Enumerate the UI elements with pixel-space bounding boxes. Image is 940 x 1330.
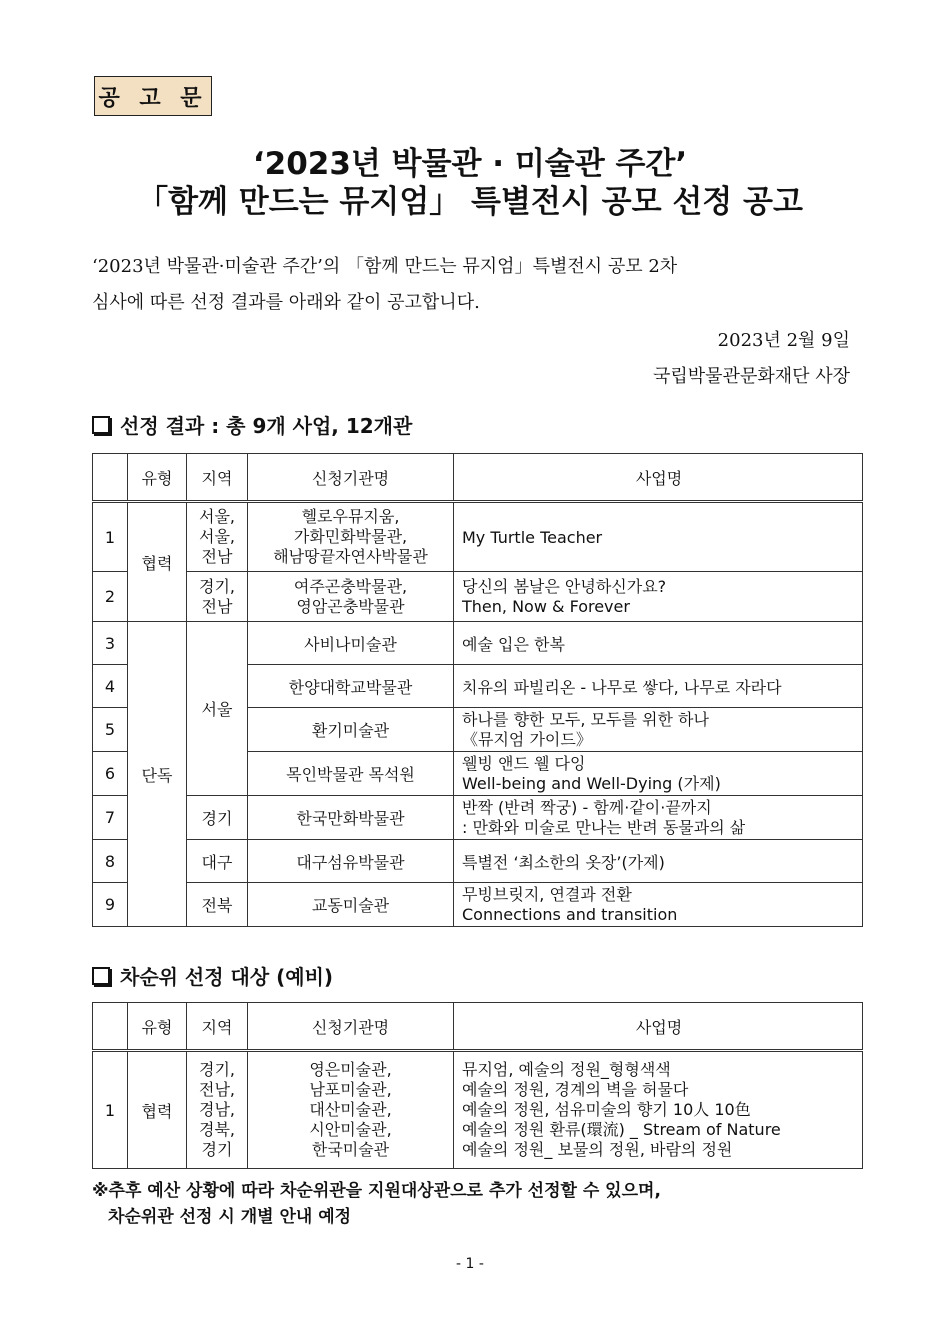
header-no <box>93 454 128 502</box>
title-line-2: 「함께 만드는 뮤지엄」 특별전시 공모 선정 공고 <box>137 184 803 220</box>
region-seoul: 서울 <box>187 622 248 796</box>
note-line-1: ※추후 예산 상황에 따라 차순위관을 지원대상관으로 추가 선정할 수 있으며, <box>92 1181 661 1201</box>
row-no: 7 <box>93 796 128 840</box>
checkbox-square-icon <box>92 416 110 434</box>
notice-date: 2023년 2월 9일 <box>717 330 850 351</box>
type-coop: 협력 <box>128 502 187 622</box>
table-row <box>93 883 863 927</box>
section2-heading-text: 차순위 선정 대상 (예비) <box>120 965 334 989</box>
row-institution: 영은미술관, 남포미술관, 대산미술관, 시안미술관, 한국미술관 <box>248 1051 454 1169</box>
notice-label: 공 고 문 <box>94 76 212 116</box>
row-region: 경기 <box>187 796 248 840</box>
table-row <box>93 502 863 572</box>
row-project: 하나를 향한 모두, 모두를 위한 하나 《뮤지엄 가이드》 <box>454 708 863 752</box>
row-institution: 교동미술관 <box>248 883 454 927</box>
header-no <box>93 1003 128 1051</box>
row-no: 1 <box>93 502 128 572</box>
table-row <box>93 1051 863 1169</box>
table-row <box>93 840 863 883</box>
row-institution: 환기미술관 <box>248 708 454 752</box>
row-project: 반짝 (반려 짝궁) - 함께·같이·끝까지 : 만화와 미술로 만나는 반려 동물과의 삶 <box>454 796 863 840</box>
table-header-row <box>93 454 863 502</box>
row-institution: 여주곤충박물관, 영암곤충박물관 <box>248 572 454 622</box>
row-no: 6 <box>93 752 128 796</box>
row-project: 웰빙 앤드 웰 다잉 Well-being and Well-Dying (가제) <box>454 752 863 796</box>
signer: 국립박물관문화재단 사장 <box>653 366 850 387</box>
row-project: 당신의 봄날은 안녕하신가요? Then, Now & Forever <box>454 572 863 622</box>
type-single: 단독 <box>128 622 187 927</box>
row-region: 경기, 전남, 경남, 경북, 경기 <box>187 1051 248 1169</box>
section1-heading-text: 선정 결과 : 총 9개 사업, 12개관 <box>120 414 413 438</box>
row-no: 1 <box>93 1051 128 1169</box>
row-institution: 헬로우뮤지움, 가화민화박물관, 해남땅끝자연사박물관 <box>248 502 454 572</box>
row-institution: 한국만화박물관 <box>248 796 454 840</box>
table-row <box>93 622 863 665</box>
header-type: 유형 <box>128 1003 187 1051</box>
row-no: 8 <box>93 840 128 883</box>
row-project: My Turtle Teacher <box>454 502 863 572</box>
section2-heading <box>92 961 333 990</box>
row-institution: 사비나미술관 <box>248 622 454 665</box>
row-project: 뮤지엄, 예술의 정원_형형색색 예술의 정원, 경계의 벽을 허물다 예술의 정원, 섬유미술의 향기 10人 10色 예술의 정원 환류(環流) _ Stream of Nature 예술의 정원_ 보물의 정원, 바람의 정원 <box>454 1051 863 1169</box>
page-number: - 1 - <box>456 1256 484 1272</box>
intro-line-2: 심사에 따른 선정 결과를 아래와 같이 공고합니다. <box>92 292 480 313</box>
title-line-1: ‘2023년 박물관 · 미술관 주간’ <box>252 146 688 182</box>
row-project: 특별전 ‘최소한의 옷장’(가제) <box>454 840 863 883</box>
row-region: 서울, 서울, 전남 <box>187 502 248 572</box>
row-no: 4 <box>93 665 128 708</box>
note-line-2: 차순위관 선정 시 개별 안내 예정 <box>108 1207 352 1227</box>
row-institution: 한양대학교박물관 <box>248 665 454 708</box>
row-region: 대구 <box>187 840 248 883</box>
selection-table <box>92 453 863 927</box>
checkbox-square-icon <box>92 967 110 985</box>
table-header-row <box>93 1003 863 1051</box>
row-no: 2 <box>93 572 128 622</box>
table-row <box>93 572 863 622</box>
row-type: 협력 <box>128 1051 187 1169</box>
row-project: 무빙브릿지, 연결과 전환 Connections and transition <box>454 883 863 927</box>
row-no: 5 <box>93 708 128 752</box>
intro-line-1: ‘2023년 박물관·미술관 주간’의 「함께 만드는 뮤지엄」특별전시 공모 2차 <box>92 256 678 277</box>
row-region: 전북 <box>187 883 248 927</box>
row-institution: 목인박물관 목석원 <box>248 752 454 796</box>
table-row <box>93 796 863 840</box>
header-project: 사업명 <box>454 454 863 502</box>
header-project: 사업명 <box>454 1003 863 1051</box>
row-institution: 대구섬유박물관 <box>248 840 454 883</box>
header-institution: 신청기관명 <box>248 454 454 502</box>
header-institution: 신청기관명 <box>248 1003 454 1051</box>
header-type: 유형 <box>128 454 187 502</box>
header-region: 지역 <box>187 1003 248 1051</box>
header-region: 지역 <box>187 454 248 502</box>
section1-heading <box>92 410 412 439</box>
row-project: 치유의 파빌리온 - 나무로 쌓다, 나무로 자라다 <box>454 665 863 708</box>
row-no: 3 <box>93 622 128 665</box>
row-project: 예술 입은 한복 <box>454 622 863 665</box>
row-no: 9 <box>93 883 128 927</box>
row-region: 경기, 전남 <box>187 572 248 622</box>
reserve-table <box>92 1002 863 1169</box>
